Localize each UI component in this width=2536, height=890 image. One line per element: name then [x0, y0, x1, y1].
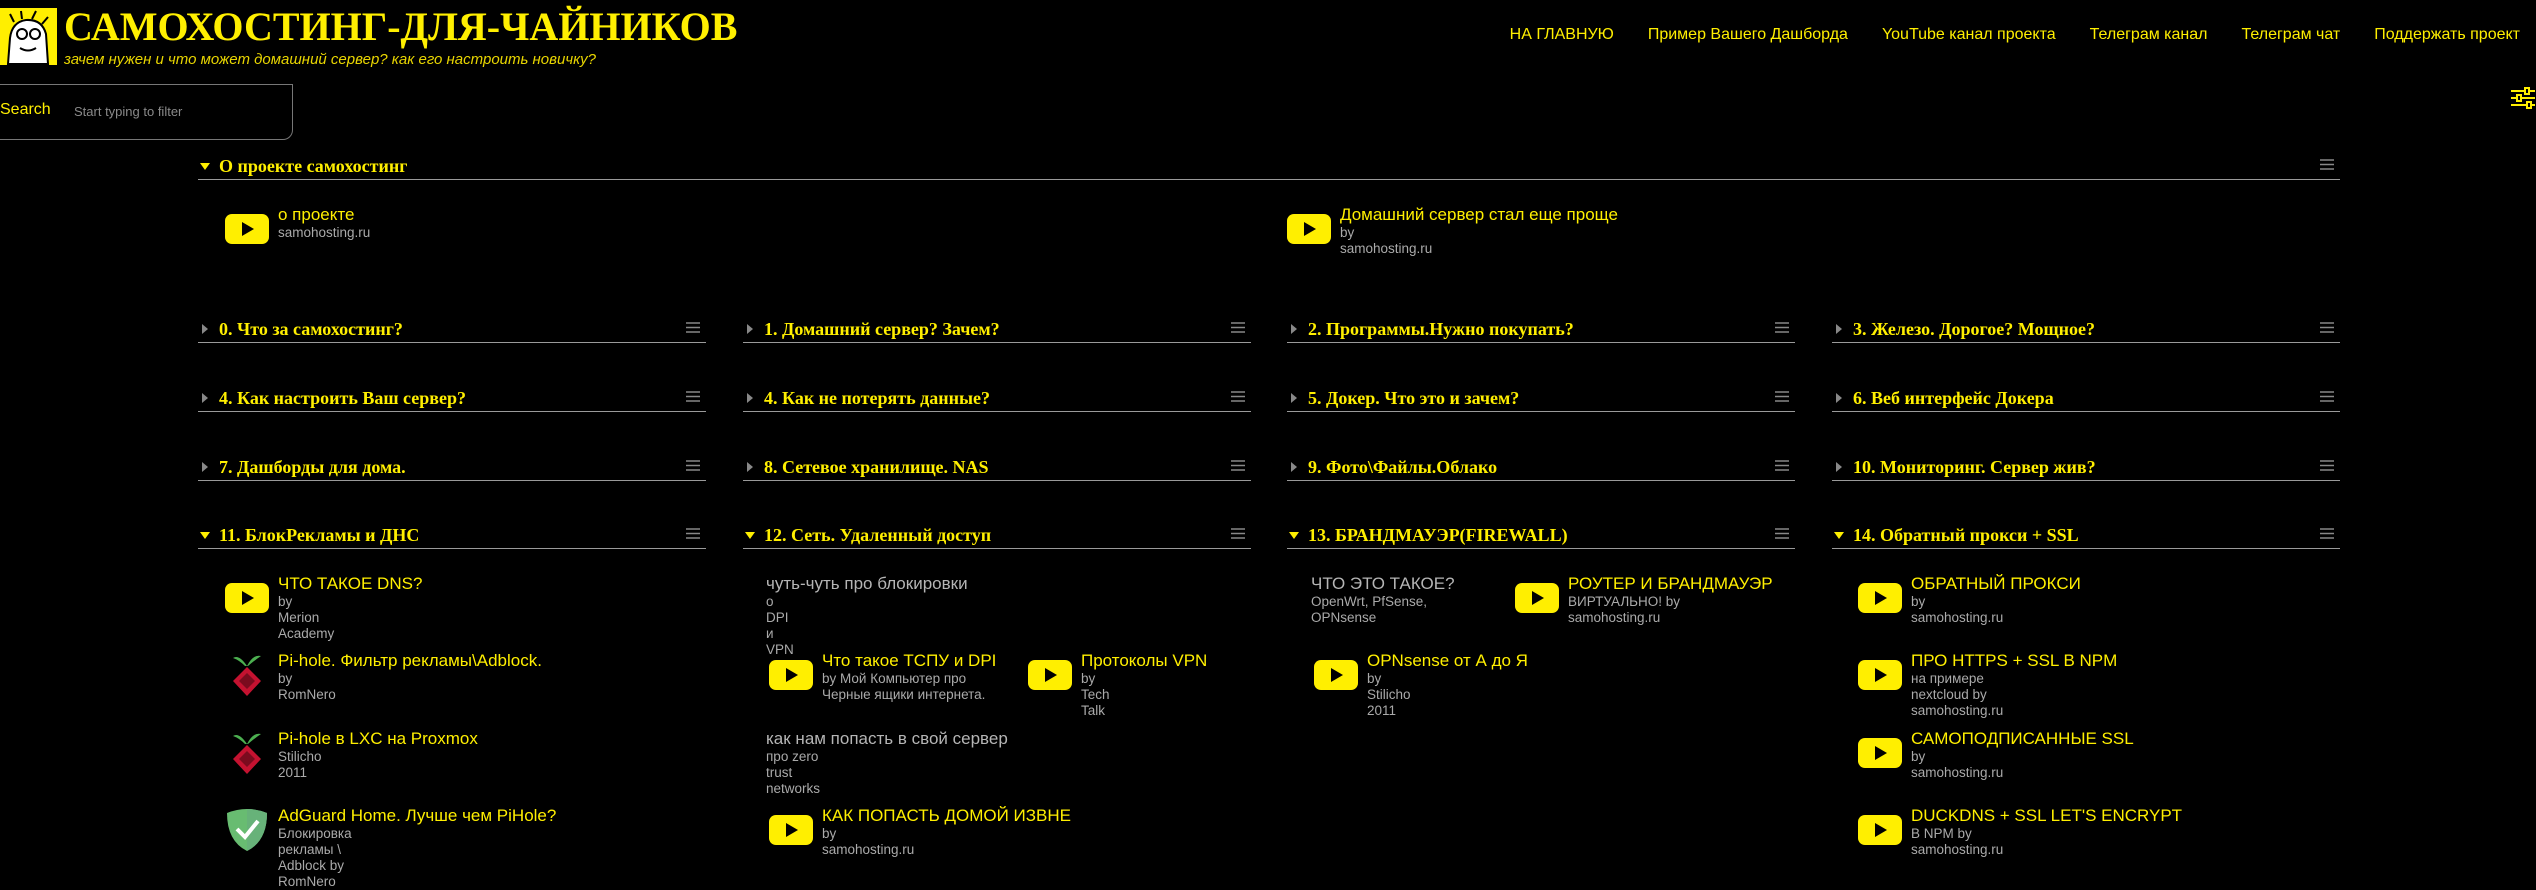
section-header[interactable] — [198, 524, 706, 549]
section-title: 13. БРАНДМАУЭР(FIREWALL) — [1308, 525, 1568, 545]
collapsed-section — [743, 456, 1251, 481]
section-title: 10. Мониторинг. Сервер жив? — [1853, 457, 2096, 477]
youtube-icon — [224, 209, 270, 249]
section-title: 3. Железо. Дорогое? Мощное? — [1853, 319, 2096, 339]
section-header[interactable] — [743, 524, 1251, 549]
nav-home[interactable]: НА ГЛАВНУЮ — [1509, 26, 1614, 43]
youtube-icon — [1514, 578, 1560, 618]
item-title: Pi-hole в LXC на Proxmox — [278, 729, 478, 748]
settings-sliders-icon[interactable] — [2510, 86, 2536, 115]
top-navigation — [1510, 26, 2520, 44]
collapsed-section — [743, 318, 1251, 343]
collapsed-section — [1832, 318, 2340, 343]
youtube-icon — [1857, 578, 1903, 618]
site-logo[interactable] — [0, 8, 57, 65]
collapsed-arrow-icon — [747, 324, 753, 334]
list-layout-icon[interactable] — [686, 528, 700, 539]
item-description: by samohosting.ru — [1911, 749, 2004, 780]
list-layout-icon[interactable] — [1231, 528, 1245, 539]
collapsed-arrow-icon — [202, 462, 208, 472]
list-layout-icon[interactable] — [2320, 528, 2334, 539]
section-title: 7. Дашборды для дома. — [219, 457, 406, 477]
item-title: САМОПОДПИСАННЫЕ SSL — [1911, 729, 2134, 748]
logo-icon — [0, 8, 57, 65]
youtube-icon — [768, 810, 814, 850]
section-header[interactable] — [743, 318, 1251, 343]
item-title: Pi-hole. Фильтр рекламы\Adblock. — [278, 651, 542, 670]
section-11 — [198, 524, 706, 549]
nav-support[interactable]: Поддержать проект — [2374, 26, 2520, 43]
item-description: by Tech Talk — [1081, 671, 1110, 718]
section-header[interactable] — [1287, 524, 1795, 549]
item-description: ВИРТУАЛЬНО! by samohosting.ru — [1568, 594, 1681, 625]
section-title: О проекте самохостинг — [219, 156, 408, 176]
item-description: про zero trust networks — [766, 749, 821, 796]
expanded-arrow-icon — [1834, 532, 1844, 539]
collapsed-arrow-icon — [1291, 462, 1297, 472]
pihole-icon — [224, 655, 270, 695]
list-layout-icon[interactable] — [2320, 322, 2334, 333]
expanded-arrow-icon — [745, 532, 755, 539]
section-header[interactable] — [1287, 318, 1795, 343]
expanded-arrow-icon — [200, 532, 210, 539]
item-title: ЧТО ТАКОЕ DNS? — [278, 574, 423, 593]
section-title: 11. БлокРекламы и ДНС — [219, 525, 420, 545]
item-title: AdGuard Home. Лучше чем PiHole? — [278, 806, 557, 825]
youtube-icon — [1313, 655, 1359, 695]
youtube-icon — [1857, 733, 1903, 773]
collapsed-section — [1287, 387, 1795, 412]
section-header[interactable] — [1287, 387, 1795, 412]
nav-dashboard-example[interactable]: Пример Вашего Дашборда — [1647, 26, 1848, 43]
item-title: о проекте — [278, 205, 355, 224]
collapsed-section — [198, 387, 706, 412]
collapsed-arrow-icon — [1836, 393, 1842, 403]
collapsed-arrow-icon — [1291, 393, 1297, 403]
collapsed-section — [743, 387, 1251, 412]
item-description: by samohosting.ru — [1340, 225, 1433, 256]
list-layout-icon[interactable] — [686, 391, 700, 402]
item-title: ЧТО ЭТО ТАКОЕ? — [1311, 574, 1455, 593]
section-title: 12. Сеть. Удаленный доступ — [764, 525, 992, 545]
search-label: Search — [0, 101, 51, 118]
item-description: by samohosting.ru — [1911, 594, 2004, 625]
section-13 — [1287, 524, 1795, 549]
section-title: 4. Как настроить Ваш сервер? — [219, 388, 466, 408]
item-title: Что такое ТСПУ и DPI — [822, 651, 997, 670]
list-layout-icon[interactable] — [2320, 159, 2334, 170]
section-header[interactable] — [743, 456, 1251, 481]
section-header[interactable] — [198, 318, 706, 343]
section-header[interactable] — [1832, 387, 2340, 412]
section-title: 0. Что за самохостинг? — [219, 319, 403, 339]
section-title: 6. Веб интерфейс Докера — [1853, 388, 2054, 408]
section-title: 1. Домашний сервер? Зачем? — [764, 319, 1000, 339]
item-description: by Merion Academy — [278, 594, 335, 641]
collapsed-section — [1287, 318, 1795, 343]
item-title: ПРО HTTPS + SSL В NPM — [1911, 651, 2118, 670]
youtube-icon — [768, 655, 814, 695]
nav-telegram-chat[interactable]: Телеграм чат — [2241, 26, 2341, 43]
section-header[interactable] — [198, 456, 706, 481]
collapsed-arrow-icon — [202, 393, 208, 403]
section-header[interactable] — [198, 155, 2340, 180]
section-header[interactable] — [1832, 318, 2340, 343]
pihole-icon — [224, 733, 270, 773]
list-layout-icon[interactable] — [1775, 391, 1789, 402]
list-layout-icon[interactable] — [686, 460, 700, 471]
item-description: by Stilicho 2011 — [1367, 671, 1411, 718]
expanded-arrow-icon — [200, 163, 210, 170]
youtube-icon — [1286, 209, 1332, 249]
item-title: Домашний сервер стал еще проще — [1340, 205, 1618, 224]
section-title: 9. Фото\Файлы.Облако — [1308, 457, 1498, 477]
item-title: как нам попасть в свой сервер — [766, 729, 1008, 748]
section-header[interactable] — [1832, 456, 2340, 481]
item-description: В NPM by samohosting.ru — [1911, 826, 2004, 857]
item-description: Блокировка рекламы \ Adblock by RomNero — [278, 826, 352, 889]
item-description: by RomNero — [278, 671, 336, 702]
item-description: by samohosting.ru — [822, 826, 915, 857]
collapsed-arrow-icon — [202, 324, 208, 334]
list-layout-icon[interactable] — [2320, 460, 2334, 471]
list-layout-icon[interactable] — [1775, 528, 1789, 539]
section-title: 8. Сетевое хранилище. NAS — [764, 457, 989, 477]
collapsed-section — [1832, 456, 2340, 481]
site-subtitle: зачем нужен и что может домашний сервер? как его настроить новичку? — [64, 51, 597, 68]
section-header[interactable] — [1287, 456, 1795, 481]
item-title: DUCKDNS + SSL LET'S ENCRYPT — [1911, 806, 2183, 825]
item-description: OpenWrt, PfSense, OPNsense — [1311, 594, 1428, 625]
section-14 — [1832, 524, 2340, 549]
collapsed-section — [198, 456, 706, 481]
item-description: by Мой Компьютер про Черные ящики интернета. — [822, 671, 986, 702]
list-layout-icon[interactable] — [2320, 391, 2334, 402]
item-title: ОБРАТНЫЙ ПРОКСИ — [1911, 574, 2081, 593]
item-description: о DPI и VPN — [766, 594, 794, 657]
section-header[interactable] — [743, 387, 1251, 412]
section-title: 4. Как не потерять данные? — [764, 388, 991, 408]
adguard-icon — [224, 810, 270, 850]
list-layout-icon[interactable] — [1775, 322, 1789, 333]
list-layout-icon[interactable] — [1231, 391, 1245, 402]
item-title: чуть-чуть про блокировки — [766, 574, 968, 593]
youtube-icon — [1857, 810, 1903, 850]
list-layout-icon[interactable] — [1231, 322, 1245, 333]
collapsed-section — [1287, 456, 1795, 481]
section-title: 5. Докер. Что это и зачем? — [1308, 388, 1520, 408]
item-title: Протоколы VPN — [1081, 651, 1208, 670]
nav-telegram-channel[interactable]: Телеграм канал — [2089, 26, 2208, 43]
youtube-icon — [1857, 655, 1903, 695]
section-about — [198, 155, 2340, 180]
site-title[interactable]: САМОХОСТИНГ-ДЛЯ-ЧАЙНИКОВ — [64, 4, 738, 49]
list-layout-icon[interactable] — [1231, 460, 1245, 471]
expanded-arrow-icon — [1289, 532, 1299, 539]
item-title: OPNsense от А до Я — [1367, 651, 1528, 670]
item-description: samohosting.ru — [278, 225, 371, 240]
section-header[interactable] — [198, 387, 706, 412]
section-title: 2. Программы.Нужно покупать? — [1308, 319, 1574, 339]
section-12 — [743, 524, 1251, 549]
collapsed-section — [1832, 387, 2340, 412]
list-layout-icon[interactable] — [686, 322, 700, 333]
section-title: 14. Обратный прокси + SSL — [1853, 525, 2079, 545]
collapsed-section — [198, 318, 706, 343]
collapsed-arrow-icon — [1291, 324, 1297, 334]
collapsed-arrow-icon — [1836, 324, 1842, 334]
item-description: на примере nextcloud by samohosting.ru — [1911, 671, 2004, 718]
search-input[interactable] — [72, 99, 276, 123]
youtube-icon — [1027, 655, 1073, 695]
item-title: РОУТЕР И БРАНДМАУЭР — [1568, 574, 1773, 593]
list-layout-icon[interactable] — [1775, 460, 1789, 471]
section-header[interactable] — [1832, 524, 2340, 549]
collapsed-arrow-icon — [747, 393, 753, 403]
youtube-icon — [224, 578, 270, 618]
item-title: КАК ПОПАСТЬ ДОМОЙ ИЗВНЕ — [822, 806, 1071, 825]
collapsed-arrow-icon — [1836, 462, 1842, 472]
nav-youtube[interactable]: YouTube канал проекта — [1881, 26, 2056, 43]
collapsed-arrow-icon — [747, 462, 753, 472]
item-description: Stilicho 2011 — [278, 749, 322, 780]
